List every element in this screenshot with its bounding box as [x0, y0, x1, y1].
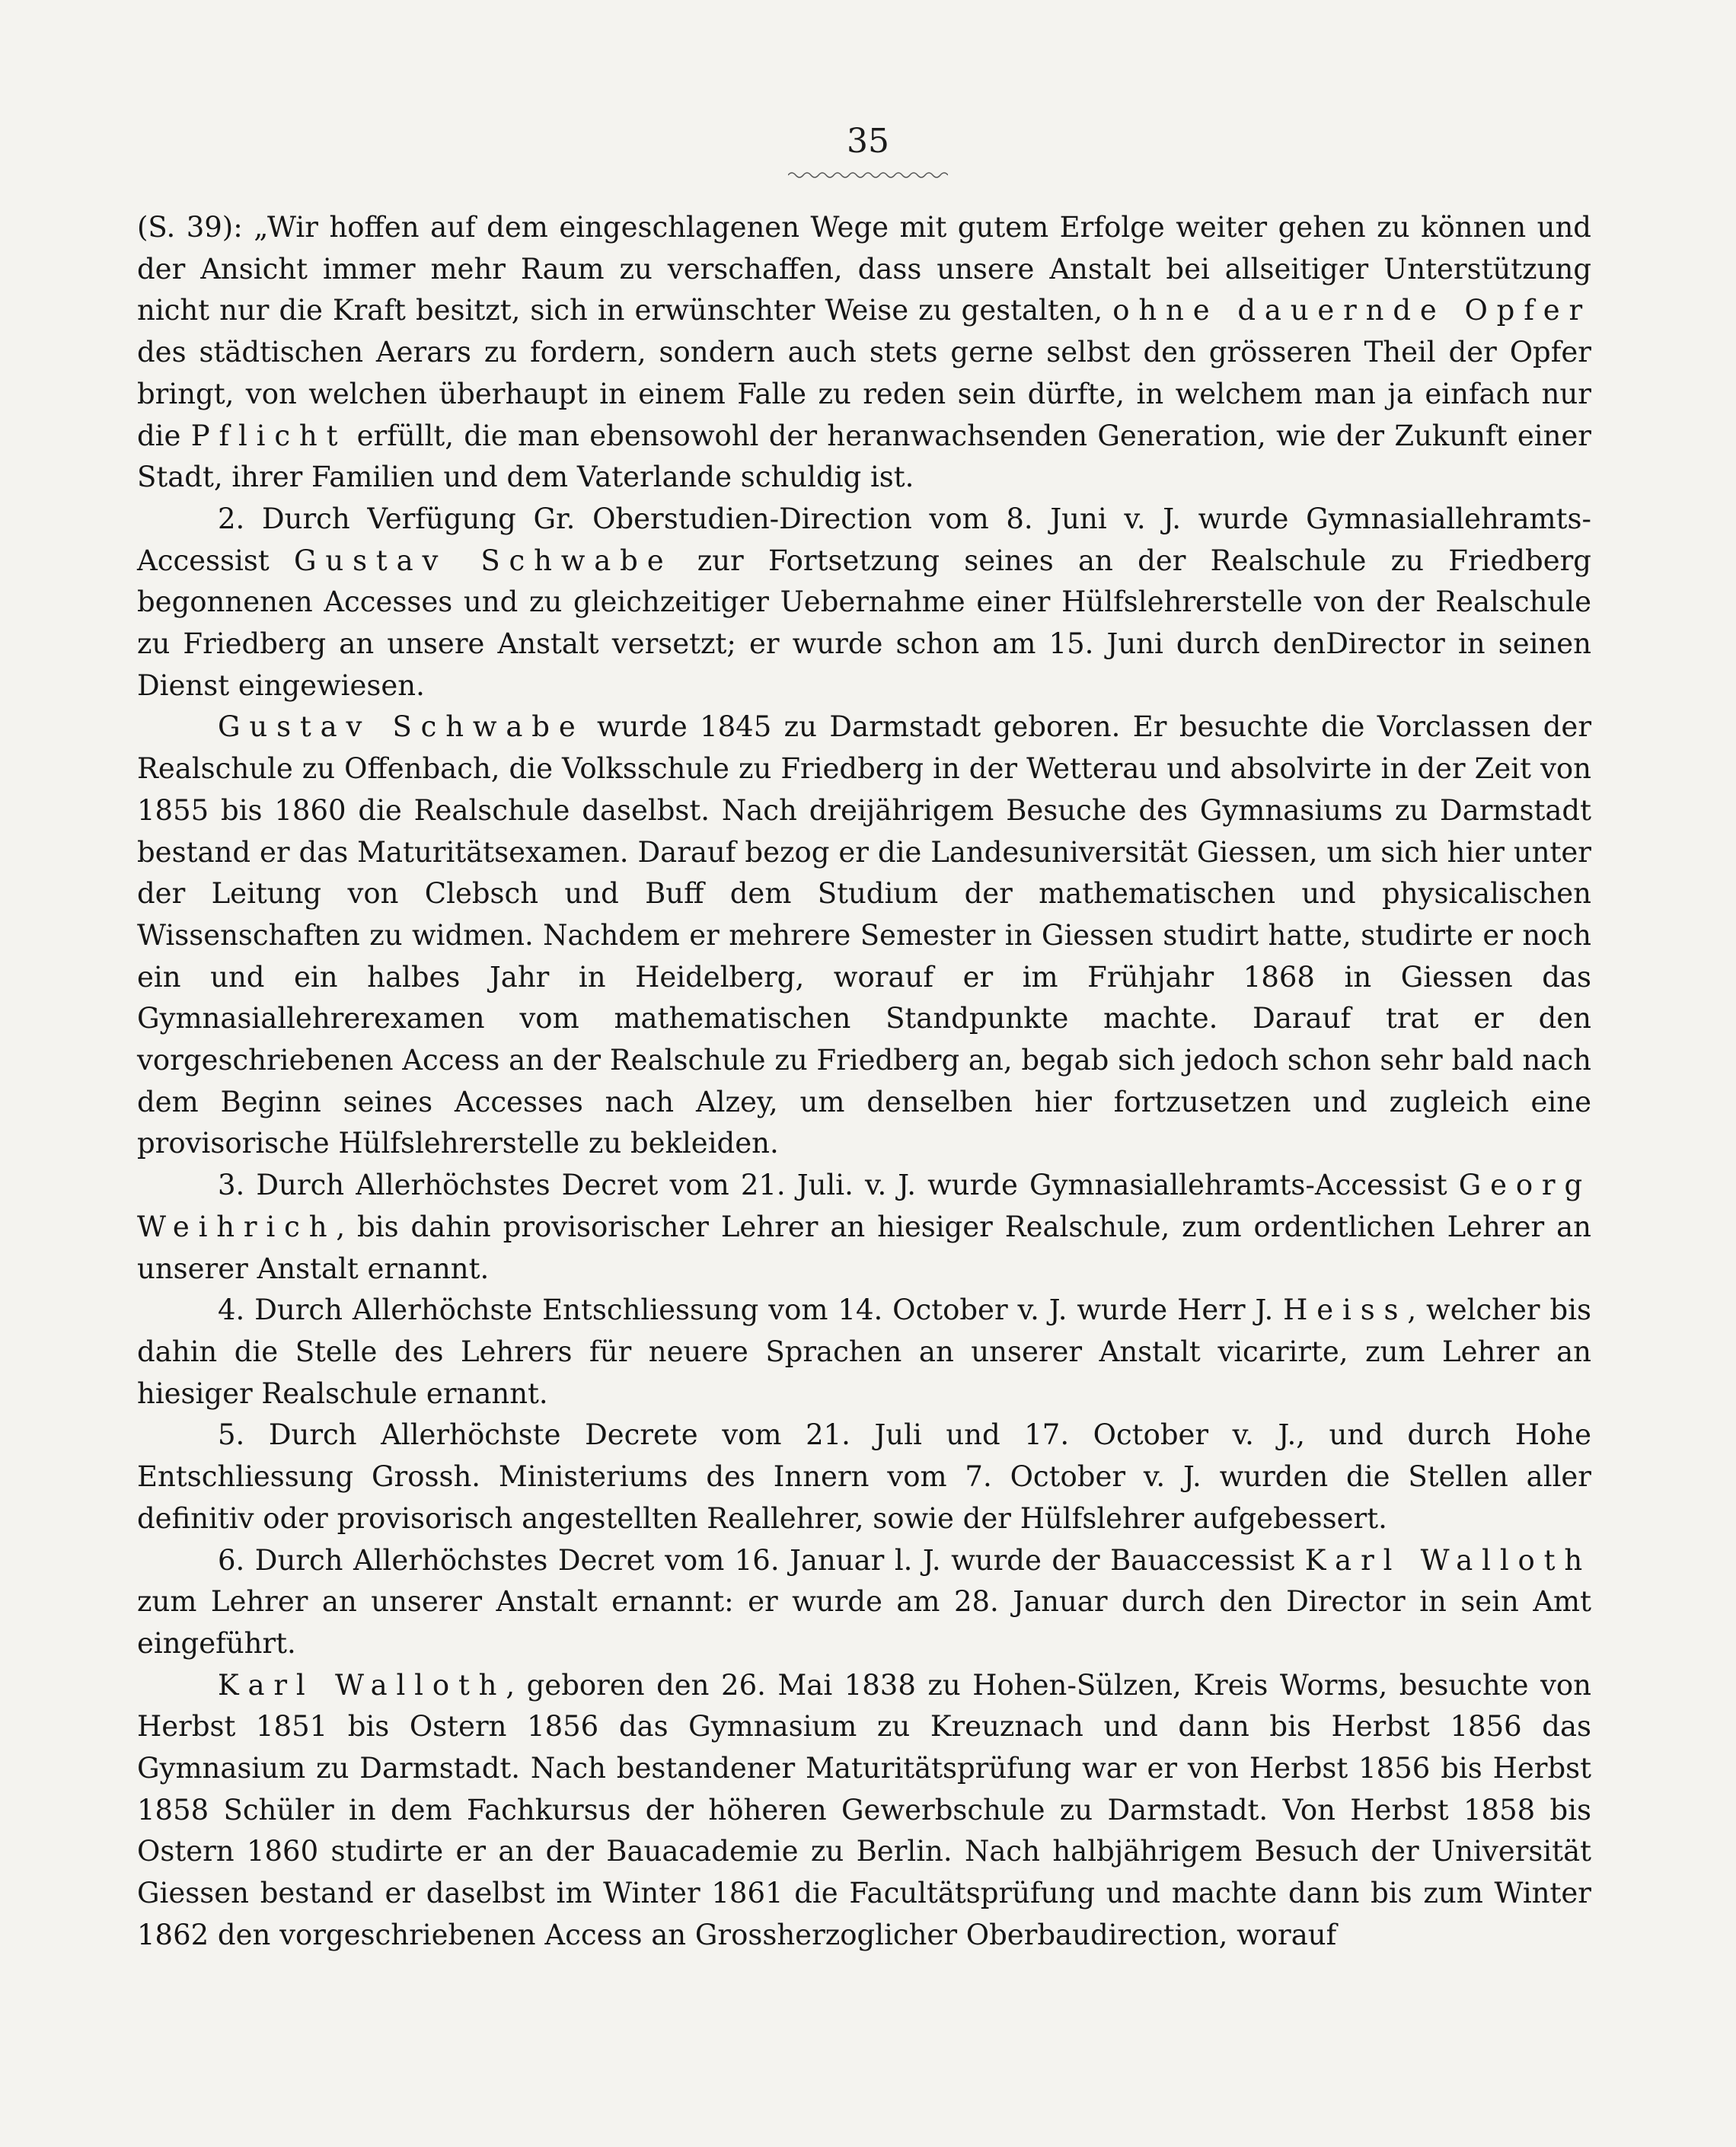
paragraph [137, 1665, 1591, 1957]
text-run: des städtischen Aerars zu fordern, sondern auch stets gerne selbst den grösseren Theil der Opfer bringt, von welchen überhaupt in einem Falle zu reden sein dürfte, in welchem man ja einfach nur die [137, 336, 1591, 452]
text-run: 5. Durch Allerhöchste Decrete vom 21. Juli und 17. October v. J., und durch Hohe Entschliessung Grossh. Ministeriums des Innern vom 7. October v. J. wurden die Stellen aller definitiv oder provisorisch angestellten Reallehrer, sowie der Hülfslehrer aufgebessert. [137, 1418, 1591, 1535]
text-run: zur Fortsetzung seines an der Realschule zu Friedberg begonnenen Accesses und zu gleichzeitiger Uebernahme einer Hülfslehrerstelle von der Realschule zu Friedberg an unsere Anstalt versetzt; er wurde schon am 15. Juni durch denDirector in seinen Dienst eingewiesen. [137, 544, 1591, 702]
text-run: zum Lehrer an unserer Anstalt ernannt: er wurde am 28. Januar durch den Director in sein Amt eingeführt. [137, 1585, 1591, 1660]
paragraph [137, 707, 1591, 1165]
text-run: , bis dahin provisorischer Lehrer an hiesiger Realschule, zum ordentlichen Lehrer an unserer Anstalt ernannt. [137, 1210, 1591, 1285]
text-run: 3. Durch Allerhöchstes Decret vom 21. Juli. v. J. wurde Gymnasiallehramts-Accessist [218, 1169, 1459, 1202]
text-run: , welcher bis dahin die Stelle des Lehrers für neuere Sprachen an unserer Anstalt vicarirte, zum Lehrer an hiesiger Realschule ernannt. [137, 1294, 1591, 1410]
emphasized-text: Pflicht [190, 419, 347, 452]
emphasized-text: ohne dauernde Opfer [1112, 294, 1591, 327]
paragraph [137, 1290, 1591, 1415]
paragraph [137, 207, 1591, 499]
emphasized-text: Gustav Schwabe [218, 710, 585, 744]
emphasized-text: Gustav Schwabe [294, 544, 673, 577]
emphasized-text: Heiss [1283, 1294, 1408, 1327]
paragraph [137, 1415, 1591, 1539]
text-run: erfüllt, die man ebensowohl der heranwachsenden Generation, wie der Zukunft einer Stadt, ihrer Familien und dem Vaterlande schuldig ist. [137, 419, 1591, 494]
emphasized-text: Georg Weihrich [137, 1169, 1591, 1243]
paragraph [137, 499, 1591, 707]
text-run: wurde 1845 zu Darmstadt geboren. Er besuchte die Vorclassen der Realschule zu Offenbach, die Volksschule zu Friedberg in der Wetterau und absolvirte in der Zeit von 1855 bis 1860 die Realschule daselbst. Nach dreijährigem Besuche des Gymnasiums zu Darmstadt bestand er das Maturitätsexamen. Darauf bezog er die Landesuniversität Giessen, um sich hier unter der Leitung von Clebsch und Buff dem Studium der mathematischen und physicalischen Wissenschaften zu widmen. Nachdem er mehrere Semester in Giessen studirt hatte, studirte er noch ein und ein halbes Jahr in Heidelberg, worauf er im Frühjahr 1868 in Giessen das Gymnasiallehrerexamen vom mathematischen Standpunkte machte. Darauf trat er den vorgeschriebenen Access an der Realschule zu Friedberg an, begab sich jedoch schon sehr bald nach dem Beginn seines Accesses nach Alzey, um denselben hier fortzusetzen und zugleich eine provisorische Hülfslehrerstelle zu bekleiden. [137, 710, 1592, 1160]
text-run: 2. Durch Verfügung Gr. Oberstudien-Direction vom 8. Juni v. J. wurde Gymnasiallehramts-Accessist [137, 502, 1591, 577]
body-text [137, 207, 1591, 1957]
text-run: , geboren den 26. Mai 1838 zu Hohen-Sülzen, Kreis Worms, besuchte von Herbst 1851 bis Ostern 1856 das Gymnasium zu Kreuznach und dann bis Herbst 1856 das Gymnasium zu Darmstadt. Nach bestandener Maturitätsprüfung war er von Herbst 1856 bis Herbst 1858 Schüler in dem Fachkursus der höheren Gewerbschule zu Darmstadt. Von Herbst 1858 bis Ostern 1860 studirte er an der Bauacademie zu Berlin. Nach halbjährigem Besuch der Universität Giessen bestand er daselbst im Winter 1861 die Facultätsprüfung und machte dann bis zum Winter 1862 den vorgeschriebenen Access an Grossherzoglicher Oberbaudirection, worauf [137, 1668, 1591, 1951]
emphasized-text: Karl Walloth [1304, 1543, 1591, 1577]
paragraph [137, 1165, 1591, 1290]
text-run: (S. 39): „Wir hoffen auf dem eingeschlagenen Wege mit gutem Erfolge weiter gehen zu können und der Ansicht immer mehr Raum zu verschaffen, dass unsere Anstalt bei allseitiger Unterstützung nicht nur die Kraft besitzt, sich in erwünschter Weise zu gestalten, [137, 211, 1591, 327]
text-run: 4. Durch Allerhöchste Entschliessung vom 14. October v. J. wurde Herr J. [218, 1294, 1284, 1327]
decorative-wave-rule [788, 169, 948, 181]
emphasized-text: Karl Walloth [218, 1668, 506, 1702]
text-run: 6. Durch Allerhöchstes Decret vom 16. Januar l. J. wurde der Bauaccessist [218, 1543, 1305, 1577]
paragraph [137, 1540, 1591, 1665]
page-number: 35 [847, 122, 889, 161]
